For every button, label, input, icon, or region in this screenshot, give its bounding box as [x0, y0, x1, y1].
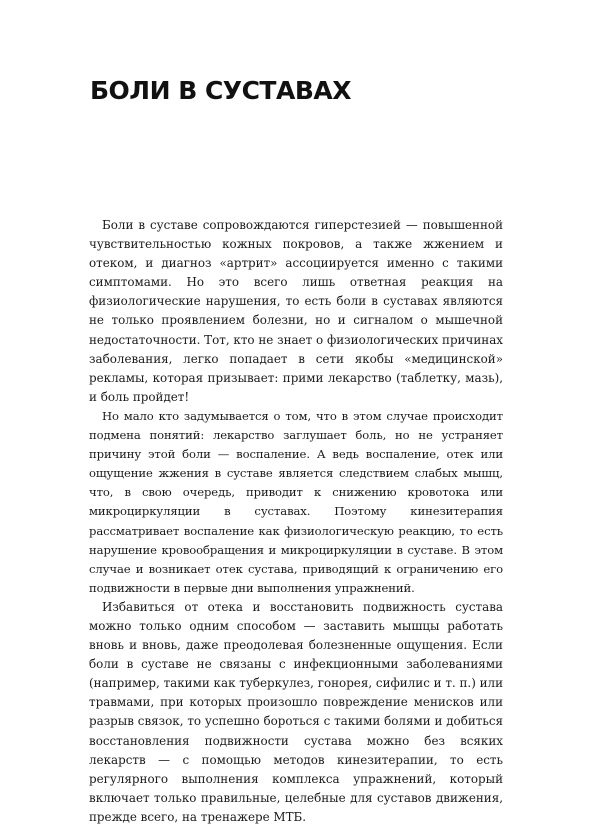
body-text	[89, 216, 503, 827]
chapter-title: БОЛИ В СУСТАВАХ	[90, 76, 352, 105]
paragraph-2: Но мало кто задумывается о том, что в этом случае происходит подмена понятий: лекарство заглушает боль, но не устраняет причину этой боли — воспаление. А ведь воспаление, отек или ощущение жжения в суставе является следствием слабых мышц, что, в свою очередь, приводит к снижению кровотока или микроциркуляции в суставах. Поэтому кинезитерапия рассматривает воспаление как физиологическую реакцию, то есть нарушение кровообращения и микроциркуляции в суставе. В этом случае и возникает отек сустава, приводящий к ограничению его подвижности в первые дни выполнения упражнений.	[89, 408, 503, 595]
paragraph-1: Боли в суставе сопровождаются гиперстезией — повышенной чувствительностью кожных покровов, а также жжением и отеком, и диагноз «артрит» ассоциируется именно с такими симптомами. Но это всего лишь ответная реакция на физиологические нарушения, то есть боли в суставах являются не только проявлением болезни, но и сигналом о мышечной недостаточности. Тот, кто не знает о физиологических причинах заболевания, легко попадает в сети якобы «медицинской» рекламы, которая призывает: прими лекарство (таблетку, мазь), и боль пройдет!	[89, 218, 503, 404]
paragraph-3: Избавиться от отека и восстановить подвижность сустава можно только одним способом — заставить мышцы работать вновь и вновь, даже преодолевая болезненные ощущения. Если боли в суставе не связаны с инфекционными заболеваниями (например, такими как туберкулез, гонорея, сифилис и т. п.) или травмами, при которых произошло повреждение менисков или разрыв связок, то успешно бороться с такими болями и добиться восстановления подвижности сустава можно без всяких лекарств — с помощью методов кинезитерапии, то есть регулярного выполнения комплекса упражнений, который включает только правильные, целебные для суставов движения, прежде всего, на тренажере МТБ.	[89, 599, 504, 824]
